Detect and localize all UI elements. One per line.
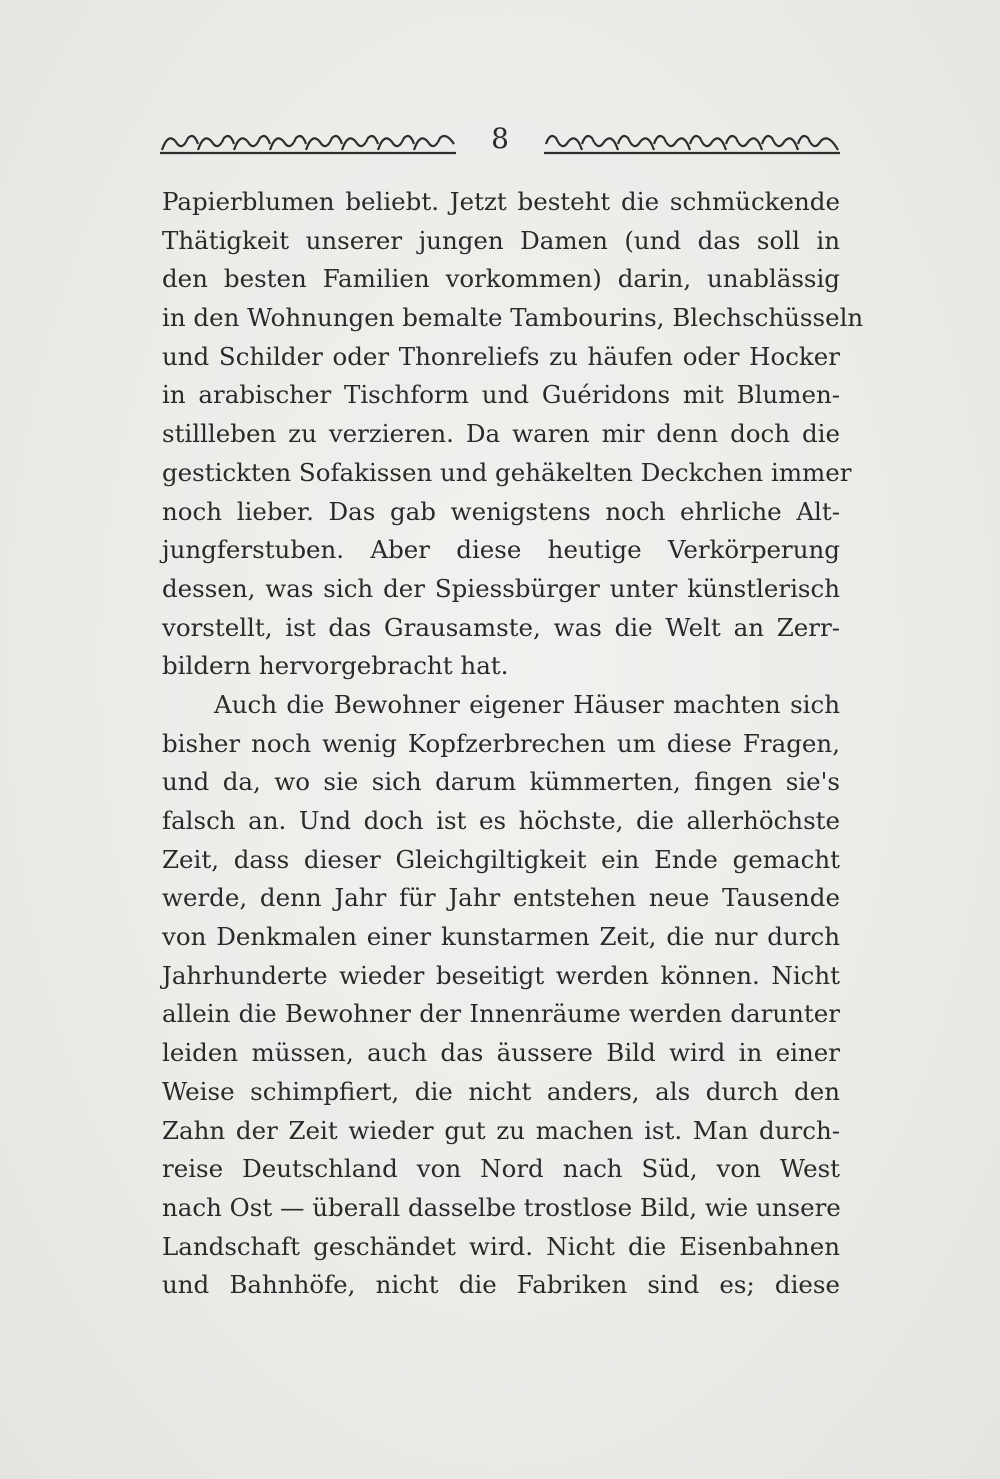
- text-line: allein die Bewohner der Innenräume werden darunter: [162, 999, 840, 1029]
- text-line: gestickten Sofakissen und gehäkelten Deckchen immer: [162, 457, 852, 487]
- text-line: reise Deutschland von Nord nach Süd, von West: [162, 1154, 840, 1184]
- text-line: in den Wohnungen bemalte Tambourins, Blechschüsseln: [162, 303, 864, 333]
- text-line: vorstellt, ist das Grausamste, was die Welt an Zerr-: [162, 612, 840, 642]
- text-line: Landschaft geschändet wird. Nicht die Eisenbahnen: [162, 1231, 840, 1261]
- text-line: falsch an. Und doch ist es höchste, die allerhöchste: [162, 806, 840, 835]
- wave-scroll-ornament-icon: [544, 130, 840, 156]
- text-line: von Denkmalen einer kunstarmen Zeit, die nur durch: [162, 922, 840, 952]
- text-line: Jahrhunderte wieder beseitigt werden können. Nicht: [162, 960, 840, 990]
- text-line: stillleben zu verzieren. Da waren mir denn doch die: [162, 419, 840, 449]
- text-line: noch lieber. Das gab wenigstens noch ehrliche Alt-: [162, 496, 840, 526]
- text-line: Weise schimpfiert, die nicht anders, als durch den: [162, 1076, 840, 1106]
- page-number: 8: [491, 122, 509, 155]
- wave-scroll-ornament-icon: [160, 130, 456, 156]
- text-line: Zahn der Zeit wieder gut zu machen ist. Man durch-: [162, 1115, 840, 1145]
- text-line: und Schilder oder Thonreliefs zu häufen oder Hocker: [162, 341, 840, 371]
- text-line: und da, wo sie sich darum kümmerten, fingen sie's: [162, 767, 840, 797]
- text-line: Thätigkeit unserer jungen Damen (und das soll in: [162, 225, 840, 255]
- text-line: in arabischer Tischform und Guéridons mit Blumen-: [162, 380, 840, 410]
- text-line: jungferstuben. Aber diese heutige Verkörperung: [162, 535, 840, 565]
- text-line: und Bahnhöfe, nicht die Fabriken sind es; diese: [162, 1270, 840, 1300]
- text-line: Auch die Bewohner eigener Häuser machten sich: [214, 689, 840, 719]
- page-header: [160, 122, 840, 162]
- text-line: leiden müssen, auch das äussere Bild wird in einer: [162, 1038, 840, 1068]
- text-line: dessen, was sich der Spiessbürger unter künstlerisch: [162, 573, 840, 603]
- text-line: bisher noch wenig Kopfzerbrechen um diese Fragen,: [162, 728, 840, 758]
- text-line: bildern hervorgebracht hat.: [162, 651, 509, 681]
- text-line: Zeit, dass dieser Gleichgiltigkeit ein Ende gemacht: [162, 844, 840, 874]
- text-line: nach Ost — überall dasselbe trostlose Bild, wie unsere: [162, 1192, 841, 1222]
- text-line: den besten Familien vorkommen) darin, unablässig: [162, 264, 840, 294]
- text-line: werde, denn Jahr für Jahr entstehen neue Tausende: [162, 883, 840, 913]
- body-text: [162, 183, 864, 1305]
- text-line: Papierblumen beliebt. Jetzt besteht die schmückende: [162, 187, 840, 216]
